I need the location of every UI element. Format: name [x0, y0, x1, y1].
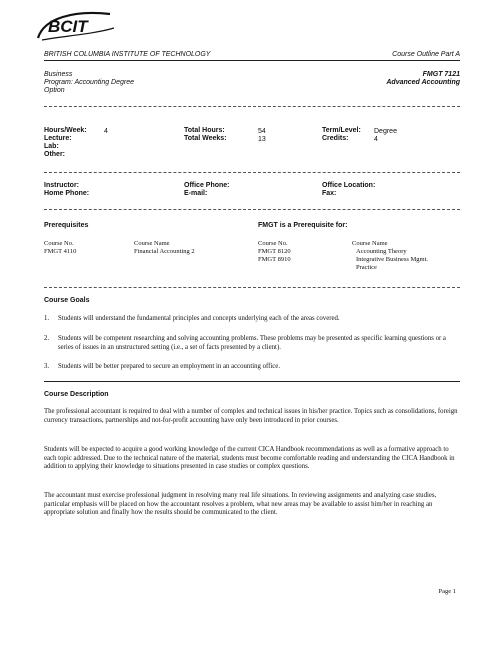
contact-rule: [44, 209, 460, 210]
goals-heading: Course Goals: [44, 297, 90, 304]
prereq-for-col-no: Course No.: [258, 240, 288, 247]
home-phone-label: Home Phone:: [44, 190, 90, 197]
total-weeks-value: 13: [258, 136, 266, 143]
email-label: E-mail:: [184, 190, 208, 197]
course-code: FMGT 7121: [422, 71, 460, 78]
hours-week-value: 4: [104, 128, 108, 135]
lab-label: Lab:: [44, 143, 59, 150]
term-label: Term/Level:: [322, 127, 361, 134]
total-weeks-label: Total Weeks:: [184, 135, 227, 142]
prereq-for-row2-name-cont: Practice: [356, 264, 377, 271]
total-hours-label: Total Hours:: [184, 127, 225, 134]
description-paragraph-2: Students will be expected to acquire a good working knowledge of the current CICA Handbook recommendations as well as a formative approach to each topic addressed. Due to the technical nature of the material, students must become comfortable reading and understanding the CICA Handbook in addition to applying their knowledge to situations presented in case studies or complex questions.: [44, 446, 455, 471]
goal-3-number: 3.: [44, 363, 50, 370]
instructor-label: Instructor:: [44, 182, 79, 189]
lecture-label: Lecture:: [44, 135, 72, 142]
bcit-logo: [34, 8, 116, 42]
course-title: Advanced Accounting: [386, 79, 460, 86]
school-name: Business: [44, 71, 73, 78]
prereq-for-row1-name: Accounting Theory: [356, 248, 407, 255]
prereq-rule: [44, 287, 460, 288]
goal-2-text: Students will be competent researching and solving accounting problems. These problems may be presented as specific learning questions or a series of issues in an unstructured setting (i.e., a set of facts presented by a client).: [58, 335, 446, 351]
header-rule: [44, 60, 460, 61]
section-rule: [44, 106, 460, 107]
description-paragraph-1: The professional accountant is required to deal with a number of complex and technical issues in his/her practice. Topics such as consolidations, foreign currency transactions, partnerships and not-for-profit accounting have only been introduced in prior courses.: [44, 408, 458, 424]
option-label: Option: [44, 87, 65, 94]
program-name: Program: Accounting Degree: [44, 79, 135, 86]
prereq-col-no: Course No.: [44, 240, 74, 247]
prereq-for-row2-name: Integrative Business Mgmt.: [356, 256, 429, 263]
prereq-heading: Prerequisites: [44, 222, 89, 229]
institute-name: BRITISH COLUMBIA INSTITUTE OF TECHNOLOGY: [44, 51, 211, 58]
hours-week-label: Hours/Week:: [44, 127, 87, 134]
logo-text: BCIT: [48, 17, 88, 36]
prereq-for-heading: FMGT is a Prerequisite for:: [258, 222, 348, 229]
fax-label: Fax:: [322, 190, 337, 197]
office-phone-label: Office Phone:: [184, 182, 230, 189]
goal-1-text: Students will understand the fundamental principles and concepts underlying each of the areas covered.: [58, 315, 340, 322]
goal-2-number: 2.: [44, 335, 50, 342]
goal-3-text: Students will be better prepared to secure an employment in an accounting office.: [58, 363, 281, 370]
prereq-for-row2-no: FMGT 8910: [258, 256, 291, 263]
description-heading: Course Description: [44, 391, 109, 398]
prereq-for-row1-no: FMGT 8120: [258, 248, 291, 255]
prereq-course-name: Financial Accounting 2: [134, 248, 195, 255]
goals-rule: [44, 381, 460, 382]
outline-label: Course Outline Part A: [392, 51, 460, 58]
term-value: Degree: [374, 128, 397, 135]
goal-1-number: 1.: [44, 315, 50, 322]
prereq-col-name: Course Name: [134, 240, 170, 247]
hours-rule: [44, 172, 460, 173]
prereq-for-col-name: Course Name: [352, 240, 388, 247]
other-label: Other:: [44, 151, 65, 158]
description-paragraph-3: The accountant must exercise professional judgment in resolving many real life situations. In reviewing assignments and analyzing case studies, particular emphasis will be placed on how the accountant resolves a problem, what new areas may be available to assist him/her in reaching an appropriate solution and finally how the results should be communicated to the client.: [44, 492, 437, 517]
total-hours-value: 54: [258, 128, 266, 135]
office-location-label: Office Location:: [322, 182, 376, 189]
credits-label: Credits:: [322, 135, 349, 142]
prereq-course-no: FMGT 4110: [44, 248, 77, 255]
page-number: Page 1: [438, 588, 456, 595]
credits-value: 4: [374, 136, 378, 143]
